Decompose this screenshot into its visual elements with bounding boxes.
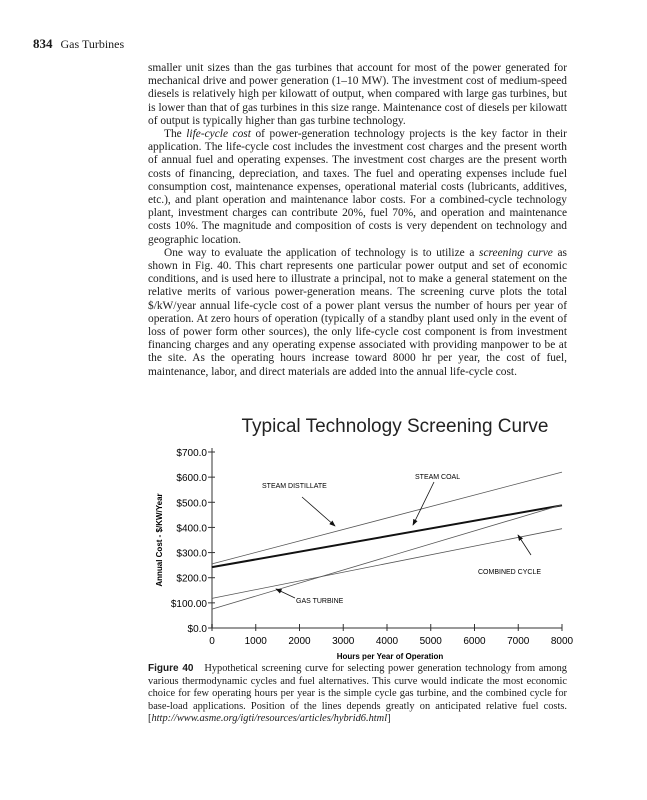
x-tick-label: 0 [209,636,215,647]
y-tick-label: $0.0 [187,624,207,635]
annotation-arrow-gas-turbine [276,589,295,598]
annotation-steam-coal: STEAM COAL [415,474,461,481]
x-tick-label: 7000 [507,636,530,647]
x-tick-label: 4000 [375,636,399,647]
x-tick-label: 6000 [463,636,486,647]
annotation-gas-turbine: GAS TURBINE [296,598,344,605]
running-title: Gas Turbines [60,37,125,51]
x-tick-label: 2000 [288,636,311,647]
y-axis-label: Annual Cost - $/KW/Year [155,493,164,587]
x-tick-label: 8000 [550,636,574,647]
emphasis: life-cycle cost [186,128,251,141]
y-tick-label: $300.0 [176,548,207,560]
x-tick-label: 5000 [419,636,442,647]
series-line-steam-coal [212,505,562,567]
figure-caption [148,663,567,726]
text: as shown in Fig. 40. This chart represents one particular power output and set of economic conditions, and is used here to illustrate a principal, not to make a general statement on the relative merits of various power-generation means. The screening curve plots the total $/kW/year annual life-cycle cost of a power plant versus the number of hours per year of operation. At zero hours of operation (typically of a standby plant used only in the event of loss of power form other sources), the only life-cycle cost component is from investment financing charges and any operating expense associated with providing manpower to be at the site. As the operating hours increase toward 8000 hr per year, the cost of fuel, maintenance, labor, and direct materials are added into the annual life-cycle cost. [148,246,567,378]
x-tick-label: 3000 [332,636,355,647]
caption-end: ] [387,713,391,725]
annotation-arrow-combined-cycle [518,535,531,555]
emphasis: screening curve [479,246,553,259]
caption-url[interactable]: http://www.asme.org/igti/resources/articles/hybrid6.html [151,713,388,725]
text: The [164,128,187,141]
paragraph-1: smaller unit sizes than the gas turbines that account for most of the power generated for mechanical drive and power generation (1–10 MW). The investment cost of medium-speed diesels is relatively high per kilowatt of output, when compared with large gas turbines, but is lower than that of gas turbines in this size range. Maintenance cost of diesels per kilowatt of output is typically higher than gas turbine technology. [148,62,567,127]
page-number: 834 [33,36,53,51]
caption-text: Hypothetical screening curve for selecting power generation technology from among various thermodynamic cycles and fuel alternatives. This curve would indicate the most economic choice for few operating hours per year is the simple cycle gas turbine, and the combined cycle for base-load applications. Position of the lines depends greatly on anticipated relative fuel costs. [ [148,663,567,725]
series-line-combined-cycle [212,529,562,599]
text: of power-generation technology projects is the key factor in their application. The life-cycle cost includes the investment cost charges and the present worth of annual fuel and operating expenses. The investment cost charges are the present worth costs of financing, depreciation, and taxes. The fuel and operating expenses include fuel consumption cost, maintenance expenses, operational material costs (lubricants, additives, etc.), and plant operation and maintenance labor costs. For a combined-cycle technology plant, investment charges can contribute 20%, fuel 70%, and operation and maintenance costs 10%. The magnitude and composition of costs is very dependent on technology and geographic location. [148,128,567,246]
annotation-steam-distillate: STEAM DISTILLATE [262,483,327,490]
y-tick-label: $600.0 [176,473,207,485]
running-header [33,36,124,52]
y-tick-label: $700.0 [176,448,207,459]
y-tick-label: $400.0 [176,523,207,535]
y-tick-label: $100.00 [170,598,207,610]
annotation-combined-cycle: COMBINED CYCLE [478,569,542,576]
caption-label: Figure 40 [148,663,194,674]
y-tick-label: $200.0 [176,573,207,585]
paragraph-2 [148,128,567,247]
annotation-arrow-steam-distillate [302,497,335,526]
annotation-arrow-steam-coal [413,482,434,525]
x-axis-label: Hours per Year of Operation [336,652,444,661]
paragraph-3 [148,247,567,379]
chart-title: Typical Technology Screening Curve [241,416,549,437]
text: One way to evaluate the application of technology is to utilize a [164,246,480,259]
body-text [148,62,567,379]
y-tick-label: $500.0 [176,498,207,510]
screening-curve-chart [0,400,647,665]
x-tick-label: 1000 [244,636,267,647]
